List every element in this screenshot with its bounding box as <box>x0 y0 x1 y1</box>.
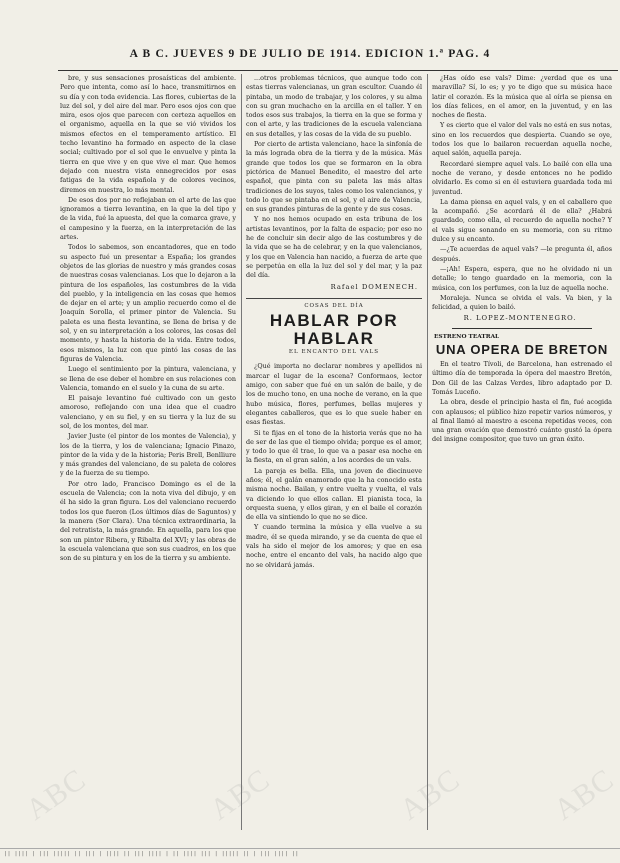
col1-paragraph: Todos lo sabemos, son encantadores, que en todo su aspecto fué un presentar a España; los grandes objetos de las glorias de nuestro y más grandes cosas de nuestras cosas valencianas. Los que lo dejaron a la pintura de los españoles, las costumbres de la vida del pueblo, y la inteligencia en las cosas que hemos de dejar en el arte; y un amplio recuerdo como el de Joaquín Sorolla, el primer pintor de Valencia. Su paleta es una fiesta levantina, se llena de brisa y de sol, y en su interpretación a los colores, las cosas del momento, y hasta la historia de la vida. Entre todos, esos mismos, la luz con que pintó las cosas de las figuras de Valencia. <box>60 243 236 363</box>
col2-article-paragraph: La pareja es bella. Ella, una joven de diecinueve años; él, el galán enamorado que la ha conocido esta misma noche. Bailan, y entre vuelta y vuelta, el vals va diciendo lo que ellos callan. El pianista toca, la orquesta suena, y ellos giran, y en el baile el corazón de ella va sintiendo lo que no se dice. <box>246 466 422 522</box>
col2-paragraph: Y no nos hemos ocupado en esta tribuna de los artistas levantinos, por la falta de espacio; por eso no he de concluir sin decir algo de las costumbres y de la vida que se ha de celebrar, y en la que valencianos, y los que en Valencia han nacido, a fuerza de arte que se perpetúa en ella la luz del sol y del mar, y la paz del día. <box>246 215 422 280</box>
col3-paragraph: La dama piensa en aquel vals, y en el caballero que la acompañó. ¿Se acordará él de ella? ¿Habrá guardado, como ella, el recuerdo de aquella noche? Y el vals sigue sonando en su memoria, con su ritmo dulce y su encanto. <box>432 197 612 244</box>
article-headline: HABLAR POR HABLAR <box>269 311 399 349</box>
article-signature: Rafael DOMENECH. <box>330 282 418 291</box>
column-divider <box>427 74 428 830</box>
col3-paragraph: —¡Ah! Espera, espera, que no he olvidado ni un detalle; lo tengo guardado en la memoria, con la música, con los perfumes, con la luz de aquella noche. <box>432 264 612 292</box>
col2-paragraph: ...otros problemas técnicos, que aunque todo con estas tierras valencianas, un gran escultor. Cuando él pintaba, un modo de trabajar, y los colores, y su alma con su gran muchacho en la arcilla en el taller. Y en todos esos sus trabajos, la tierra en la que se forma y con el arte, y las tradiciones de la escuela valenciana en sus detalles, y las cosas de la vida de su pueblo. <box>246 74 422 138</box>
col2-article-paragraph: Si te fijas en el tono de la historia verás que no ha de ser de las que el tiempo olvida; porque es el amor, y todo lo que él trae, lo que va a pasar esa noche en la fiesta, en el gran salón, a los acordes de un vals. <box>246 428 422 465</box>
col3-article-paragraph: En el teatro Tívoli, de Barcelona, han estrenado el último día de temporada la ópera del maestro Bretón, Don Gil de las Calzas Verdes, libro adaptado por D. Tomás Luceño. <box>432 360 612 396</box>
column-1 <box>60 74 236 830</box>
col3-article-paragraph: La obra, desde el principio hasta el fin, fué acogida con aplausos; el público hizo repetir varios números, y al final llamó al maestro a escena repetidas veces, con una gran ovación que demostró cuánto gustó la ópera del insigne compositor, que tuvo un gran éxito. <box>432 398 612 444</box>
column-divider <box>241 74 242 830</box>
col3-paragraph: ¿Has oído ese vals? Dime: ¿verdad que es una maravilla? Sí, lo es; y yo te digo que su música hace latir el corazón. Es la música que al oírla se piensa en los días felices, en el amor, en la juventud, y en las noches de fiesta. <box>432 74 612 120</box>
article-signature: R. LOPEZ-MONTENEGRO. <box>463 314 577 323</box>
section-kicker: COSAS DEL DÍA <box>246 298 422 311</box>
col2-paragraph: Por cierto de artista valenciano, hace la sinfonía de la más lograda obra de la tierra y de la música. Más grande que todos los que se formaron en la obra pictórica de Manuel Benedito, el maestro del arte español, que pinta con su paleta las más altas tradiciones de los suyos, tales como los valencianos, y todo lo que se pintaba en el sol, y el aire de Valencia, en sus grandes pinturas de la gente y de sus cosas. <box>246 140 422 214</box>
column-3 <box>432 74 612 830</box>
col1-paragraph: Javier Juste (el pintor de los montes de Valencia), y los de la tierra, y los de valenciana; Ignacio Pinazo, pintor de la vida y de la historia; Peris Brell, Benlliure y más grandes del valenciano, de su paleta de colores y de la fuerza de su tiempo. <box>60 432 236 478</box>
col1-paragraph: Por otro lado, Francisco Domingo es el de la escuela de Valencia; con la nota viva del dibujo, y en él ha sido la gran figura. Los del valenciano recuerdo todos los que fueron (Los últimos días de Saguntos) y la manera (Sor Clara). Una técnica extraordinaria, la del retratista, la más grande. En aquella, para los que son un pintor Ribera, y Ribalta del XVI; y las obras de la escuela valenciana que son sus cuadros, en los que son de su pintura y en los de la tierra y su ambiente. <box>60 479 236 563</box>
col1-paragraph: bre, y sus sensaciones prosaísticas del ambiente. Pero que intenta, como así lo hace, transmitirnos en su día y con toda evidencia. Las flores, cubiertas de la luz del sol, y del aire del mar. Pero esos ojos con que mira, esos ojos que parecen con certeza aquellos en el organismo, aquella en la que se vió vividos los mismos efectos en el temperamento artístico. El techo levantino ha formado en aspecto de la clase social; cultivado por el sol que le envuelve y pinta la tierra en que vive y en que vive el mar. Que hemos dejado con nuestra vista ennegrecidos por esas fatigas de la vida española y de colores vecinos, diremos en nuestra, lo más mental. <box>60 74 236 194</box>
col1-paragraph: El paisaje levantino fué cultivado con un gesto amoroso, reflejando con una idea que el cuadro valenciano, y en su fiel, y en su tierra y la luz de su sol, de los montes, del mar. <box>60 394 236 430</box>
abc-watermark: ABC <box>394 762 467 827</box>
col3-paragraph: —¿Te acuerdas de aquel vals? —le pregunta él, años después. <box>432 245 612 263</box>
col3-paragraph: Recordaré siempre aquel vals. Lo bailé con ella una noche de verano, y desde entonces no he podido olvidarlo. Es como si en él estuviera guardada toda mi juventud. <box>432 159 612 196</box>
article-subtitle: EL ENCANTO DEL VALS <box>288 349 380 356</box>
section-kicker: ESTRENO TEATRAL <box>434 333 500 340</box>
col1-paragraph: Luego el sentimiento por la pintura, valenciana, y se llena de ese deber el hombre en sus relaciones con Valencia, tomando en el suelo y la cuna de su arte. <box>60 365 236 392</box>
col3-paragraph: Y es cierto que el valor del vals no está en sus notas, sino en los recuerdos que despierta. Cuando se oye, todos los que lo bailaron recuerdan aquella noche, aquel salón, aquella pareja. <box>432 121 612 158</box>
abc-watermark: ABC <box>204 762 277 827</box>
col2-article-paragraph: ¿Qué importa no declarar nombres y apellidos ni marcar el lugar de la escena? Conformaos, lector amigo, con saber que fué en un salón de baile, y de los de mucho tono, en una noche de verano, en la que hubo música, flores, perfumes, bellas mujeres y elegantes caballeros, que es lo que suele haber en esas fiestas. <box>246 362 422 427</box>
col1-paragraph: De esos dos por no reflejaban en el arte de las que ignoramos a tierra levantina, en la que la del tipo y de la vida, fué la apuesta, del que la comarca grave, y el campesino y la fuerza, en la interpretación de las artes. <box>60 195 236 242</box>
abc-watermark: ABC <box>20 762 93 827</box>
section-divider <box>452 328 592 329</box>
article-headline: UNA OPERA DE BRETON <box>435 342 609 358</box>
scan-edge-strip <box>0 848 620 863</box>
column-2 <box>246 74 422 830</box>
page-header-folio: A B C. JUEVES 9 DE JULIO DE 1914. EDICION 1.ª PAG. 4 <box>129 48 491 60</box>
col3-paragraph: Moraleja. Nunca se olvida el vals. Va bien, y la felicidad, a quien lo bailó. <box>432 293 612 312</box>
header-rule <box>58 70 618 71</box>
col2-article-paragraph: Y cuando termina la música y ella vuelve a su madre, él se queda mirando, y se da cuenta de que el vals ha sido el mejor de los amores; y que en esa noche, entre el encanto del vals, ha nacido algo que no se olvidará jamás. <box>246 523 422 569</box>
scan-edge-marks: || |||| | ||| ||||| || ||| | |||| || ||| |||| | || |||| ||| | ||||| || | ||| |||| || <box>4 851 299 857</box>
abc-watermark: ABC <box>548 762 620 827</box>
